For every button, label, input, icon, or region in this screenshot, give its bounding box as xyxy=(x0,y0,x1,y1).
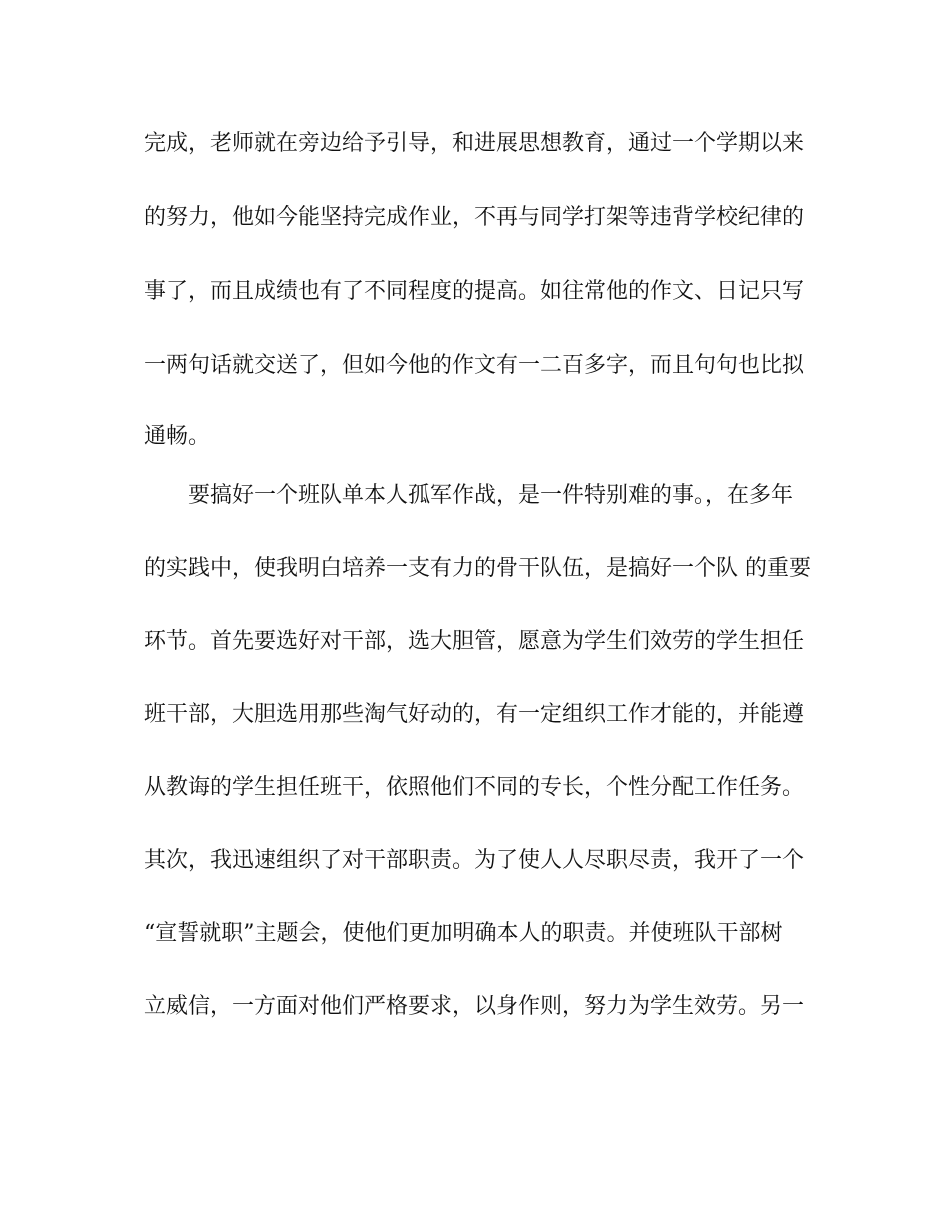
text-line: 的努力，他如今能坚持完成作业，不再与同学打架等违背学校纪律的 xyxy=(144,205,805,230)
text-line: “宣誓就职”主题会，使他们更加明确本人的职责。并使班队干部树 xyxy=(144,921,783,946)
text-line: 完成，老师就在旁边给予引导，和进展思想教育，通过一个学期以来 xyxy=(144,131,805,156)
text-line: 环节。首先要选好对干部，选大胆管，愿意为学生们效劳的学生担任 xyxy=(144,629,805,654)
text-line: 其次，我迅速组织了对干部职责。为了使人人尽职尽责，我开了一个 xyxy=(144,848,805,873)
text-line: 的实践中，使我明白培养一支有力的骨干队伍，是搞好一个队 的重要 xyxy=(144,556,811,581)
paragraph-first-line: 要搞好一个班队单本人孤军作战，是一件特别难的事。，在多年 xyxy=(188,483,794,508)
text-line: 通畅。 xyxy=(144,424,211,449)
text-line: 立威信，一方面对他们严格要求，以身作则，努力为学生效劳。另一 xyxy=(144,994,805,1019)
text-line: 一两句话就交送了，但如今他的作文有一二百多字，而且句句也比拟 xyxy=(144,353,805,378)
text-line: 班干部，大胆选用那些淘气好动的，有一定组织工作才能的，并能遵 xyxy=(144,702,805,727)
text-line: 从教诲的学生担任班干，依照他们不同的专长，个性分配工作任务。 xyxy=(144,775,805,800)
text-line: 事了，而且成绩也有了不同程度的提高。如往常他的作文、日记只写 xyxy=(144,279,805,304)
